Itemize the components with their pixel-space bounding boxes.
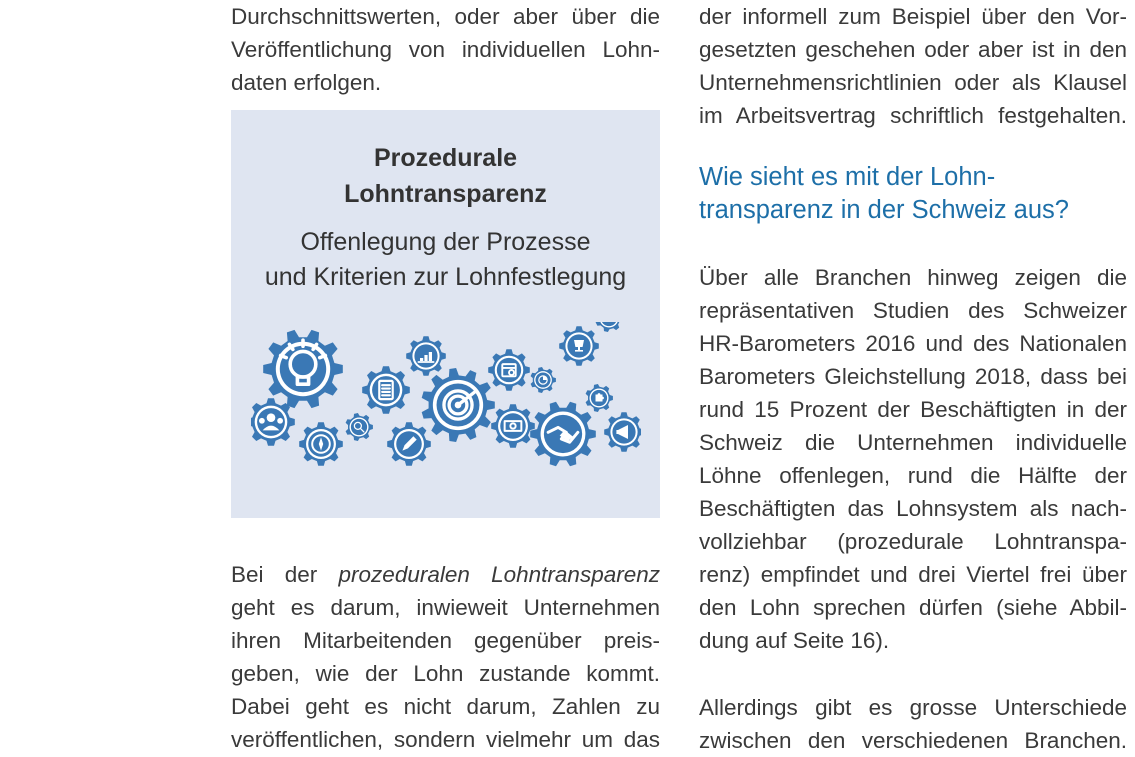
- text-line: Veröffentlichung von individuellen Lohn-: [231, 37, 660, 62]
- text-line: der informell zum Beispiel über den Vor-: [699, 4, 1127, 29]
- pen-gear-icon: [387, 422, 431, 466]
- money-gear-icon: [491, 404, 535, 448]
- text-line: Über alle Branchen hinweg zeigen die: [699, 265, 1127, 290]
- middle-paragraph-2: [231, 558, 660, 756]
- right-paragraph-1: [699, 0, 1127, 132]
- trophy-gear-icon: [559, 326, 599, 366]
- info-box: [231, 110, 660, 518]
- box-title: [231, 140, 660, 212]
- pie-gear-icon: [531, 367, 556, 393]
- right-paragraph-3: [699, 691, 1127, 757]
- text-line: Barometers Gleichstellung 2018, dass bei: [699, 364, 1127, 389]
- text-line: repräsentativen Studien des Schweizer: [699, 298, 1127, 323]
- box-title-line: Prozedurale: [373, 144, 518, 172]
- text-line: Beschäftigten das Lohnsystem als nach-: [699, 496, 1127, 521]
- compass-gear-icon: [299, 422, 343, 466]
- text-line: daten erfolgen.: [231, 70, 382, 95]
- middle-paragraph-1: [231, 0, 660, 99]
- heading-line: Wie sieht es mit der Lohn-: [699, 163, 996, 191]
- text-line: Löhne offenlegen, rund die Hälfte der: [699, 463, 1127, 488]
- text-line: rund 15 Prozent der Beschäftigten in der: [699, 397, 1127, 422]
- text-line: veröffentlichen, sondern vielmehr um das: [231, 727, 660, 752]
- heading-line: transparenz in der Schweiz aus?: [699, 196, 1069, 224]
- text-line: HR-Barometers 2016 und des Nationalen: [699, 331, 1127, 356]
- text-line: dung auf Seite 16).: [699, 628, 890, 653]
- text-line: Dabei geht es nicht darum, Zahlen zu: [231, 694, 660, 719]
- text-line: zwischen den verschiedenen Branchen.: [699, 728, 1127, 753]
- doc-gear-icon: [362, 366, 410, 414]
- box-subtitle-line: Offenlegung der Prozesse: [300, 228, 591, 256]
- calendar-gear-icon: [488, 349, 530, 391]
- text-line: geben, wie der Lohn zustande kommt.: [231, 661, 660, 686]
- gears-illustration: [251, 322, 641, 487]
- bag-gear-icon: [596, 322, 623, 332]
- puzzle-gear-icon: [586, 384, 613, 412]
- text-line: gesetzten geschehen oder aber ist in den: [699, 37, 1127, 62]
- text-line: Unternehmensrichtlinien oder als Klausel: [699, 70, 1127, 95]
- bulb-gear-icon: [263, 330, 343, 408]
- text-line: geht es darum, inwieweit Unternehmen: [231, 595, 660, 620]
- right-paragraph-2: [699, 261, 1127, 657]
- text-line: Durchschnittswerten, oder aber über die: [231, 4, 660, 29]
- text-line: renz) empfindet und drei Viertel frei über: [699, 562, 1127, 587]
- text-line: vollziehbar (prozedurale Lohntranspa-: [699, 529, 1127, 554]
- box-subtitle: [231, 225, 660, 295]
- text-line: Schweiz die Unternehmen individuelle: [699, 430, 1127, 455]
- target-gear-icon: [422, 368, 495, 442]
- box-title-line: Lohntransparenz: [344, 180, 547, 208]
- text-line: ihren Mitarbeitenden gegenüber preis-: [231, 628, 660, 653]
- right-section-heading: [699, 161, 1127, 227]
- text-line: [231, 558, 660, 591]
- text-line: im Arbeitsvertrag schriftlich festgehalten.: [699, 103, 1127, 128]
- text-line: Allerdings gibt es grosse Unterschiede: [699, 695, 1127, 720]
- text-line: den Lohn sprechen dürfen (siehe Abbil-: [699, 595, 1127, 620]
- text-span: Bei der: [231, 562, 339, 587]
- search-gear-icon: [346, 413, 373, 441]
- box-subtitle-line: und Kriterien zur Lohnfestlegung: [264, 263, 627, 291]
- megaphone-gear-icon: [604, 412, 641, 452]
- chart-gear-icon: [406, 336, 446, 376]
- emphasis-term: prozeduralen Lohntransparenz: [338, 562, 660, 587]
- hands-gear-icon: [530, 402, 596, 466]
